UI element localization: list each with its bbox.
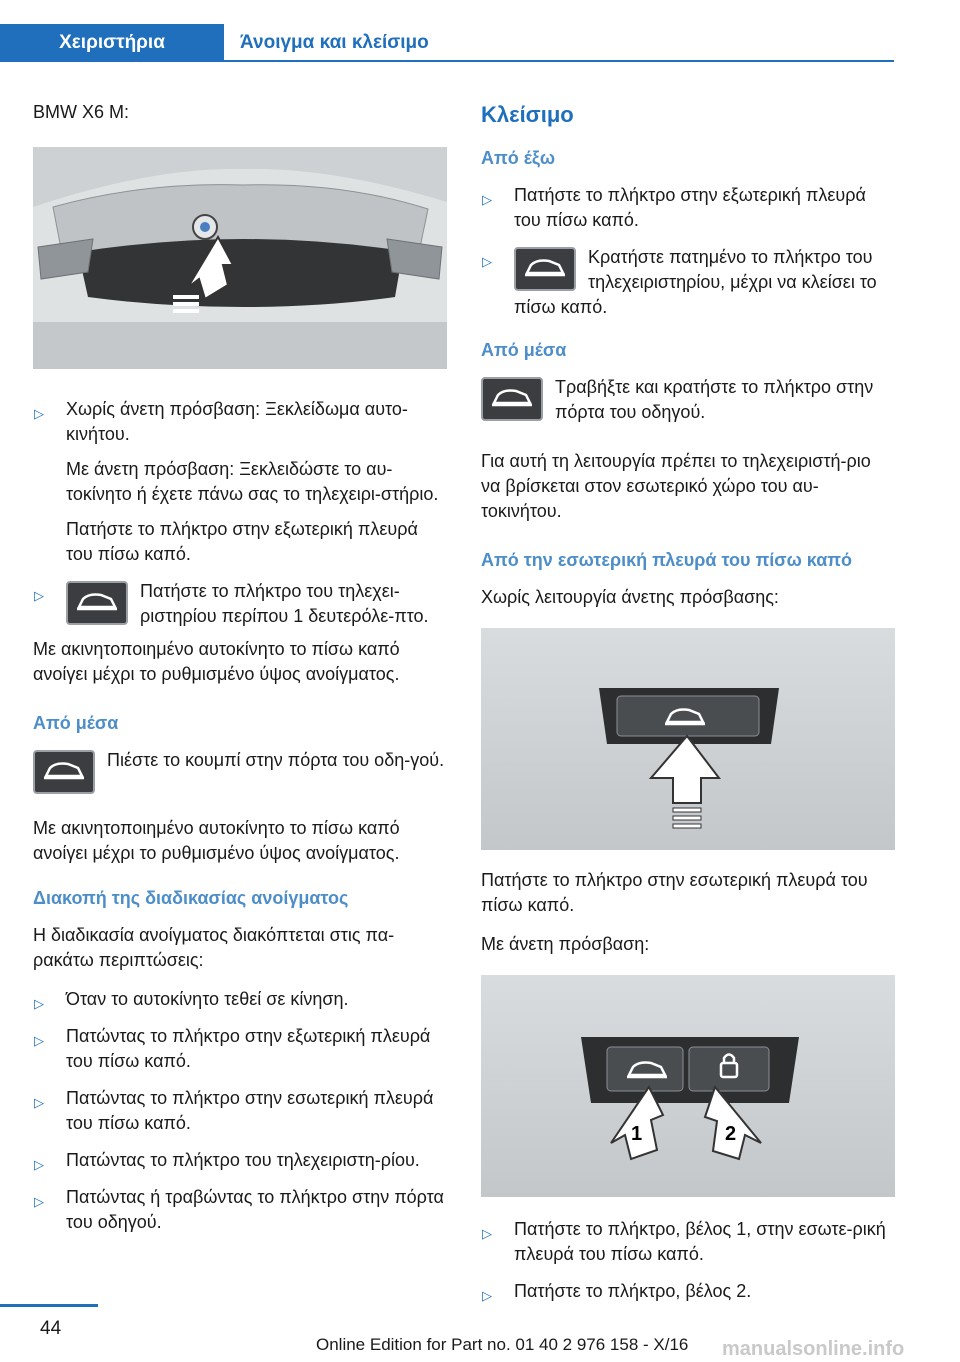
tailgate-figure [33,147,447,369]
list-item: ▷ Πατήστε το πλήκτρο στην εξωτερική πλευρά του πίσω καπό. [482,185,866,230]
right-column [481,100,895,1318]
paragraph: Για αυτή τη λειτουργία πρέπει το τηλεχειριστή‐ριο να βρίσκεται στον εσωτερικό χώρο του αυ‐τοκινήτου. [481,451,871,521]
header-divider [0,60,894,62]
door-tailgate-key-icon [33,750,95,794]
triangle-bullet-icon: ▷ [34,588,44,603]
bullet-text: Χωρίς άνετη πρόσβαση: Ξεκλείδωμα αυτο‐κινήτου. [66,399,408,444]
open-outside-list [33,397,447,629]
paragraph: Πιέστε το κουμπί στην πόρτα του οδη‐γού. [107,750,445,770]
page-number: 44 [40,1318,62,1339]
list-item [481,245,895,320]
interrupt-list [33,987,447,1235]
list-item [33,579,447,629]
triangle-bullet-icon: ▷ [34,1095,44,1110]
list-item: ▷ Πατήστε το πλήκτρο, βέλος 2. [481,1279,895,1304]
triangle-bullet-icon: ▷ [34,1033,44,1048]
list-item [33,397,447,567]
triangle-bullet-icon: ▷ [34,406,44,421]
heading-close: Κλείσιμο [481,102,574,127]
triangle-bullet-icon: ▷ [34,996,44,1011]
page-header [0,0,960,62]
paragraph: Χωρίς λειτουργία άνετης πρόσβασης: [481,587,779,607]
paragraph: Πατήστε το πλήκτρο στην εσωτερική πλευρά του πίσω καπό. [481,870,868,915]
bullet-subtext: Με άνετη πρόσβαση: Ξεκλειδώστε το αυ‐τοκίνητο ή έχετε πάνω σας το τηλεχειρι‐στήριο. [66,459,439,504]
subheading-outside: Από έξω [481,148,556,168]
tailgate-illustration [33,147,447,369]
subheading-inside: Από μέσα [33,713,119,733]
triangle-bullet-icon: ▷ [482,1226,492,1241]
bullet-text: Πατήστε το πλήκτρο του τηλεχει‐ριστηρίου περίπου 1 δευτερόλε‐πτο. [140,581,429,626]
remote-tailgate-key-icon [514,247,576,291]
arrow-label-2: 2 [725,1123,737,1145]
paragraph: Τραβήξτε και κρατήστε το πλήκτρο στην πόρτα του οδηγού. [555,377,874,422]
bullet-subtext: Πατήστε το πλήκτρο στην εξωτερική πλευρά του πίσω καπό. [66,519,418,564]
model-label: BMW X6 M: [33,102,130,122]
list-item: ▷ Πατώντας το πλήκτρο στην εξωτερική πλευρά του πίσω καπό. [34,1026,431,1071]
comfort-buttons-illustration [481,975,895,1197]
inner-button-figure [481,628,895,850]
footer-divider [0,1304,98,1307]
left-column [33,100,447,1249]
triangle-bullet-icon: ▷ [482,254,492,269]
triangle-bullet-icon: ▷ [482,192,492,207]
comfort-list [481,1217,895,1304]
section-tab[interactable]: Χειριστήρια [0,24,224,62]
list-item: ▷ Πατώντας ή τραβώντας το πλήκτρο στην πόρτα του οδηγού. [34,1187,444,1232]
subheading-interrupt: Διακοπή της διαδικασίας ανοίγματος [33,888,349,908]
paragraph: Με ακινητοποιημένο αυτοκίνητο το πίσω καπό ανοίγει μέχρι το ρυθμισμένο ύψος ανοίγματος. [33,818,400,863]
paragraph: Με άνετη πρόσβαση: [481,934,650,954]
triangle-bullet-icon: ▷ [34,1157,44,1172]
watermark: manualsonline.info [722,1338,905,1360]
comfort-buttons-figure [481,975,895,1197]
triangle-bullet-icon: ▷ [34,1194,44,1209]
list-item: ▷ Πατώντας το πλήκτρο στην εσωτερική πλευρά του πίσω καπό. [34,1088,434,1133]
inner-button-illustration [481,628,895,850]
subheading-inside: Από μέσα [481,340,567,360]
subheading-inner-side: Από την εσωτερική πλευρά του πίσω καπό [481,550,853,570]
list-item: ▷ Πατώντας το πλήκτρο του τηλεχειριστη‐ρίου. [33,1148,447,1173]
list-item: ▷ Πατήστε το πλήκτρο, βέλος 1, στην εσωτε‐ρική πλευρά του πίσω καπό. [482,1219,886,1264]
edition-note: Online Edition for Part no. 01 40 2 976 158 - X/16 [316,1335,689,1354]
list-item: ▷ Όταν το αυτοκίνητο τεθεί σε κίνηση. [33,987,447,1012]
bullet-text: Κρατήστε πατημένο το πλήκτρο του τηλεχειριστηρίου, μέχρι να κλείσει το πίσω καπό. [514,247,877,317]
close-outside-list [481,183,895,320]
paragraph: Η διαδικασία ανοίγματος διακόπτεται στις πα‐ρακάτω περιπτώσεις: [33,925,395,970]
triangle-bullet-icon: ▷ [482,1288,492,1303]
paragraph: Με ακινητοποιημένο αυτοκίνητο το πίσω καπό ανοίγει μέχρι το ρυθμισμένο ύψος ανοίγματος. [33,639,400,684]
arrow-label-1: 1 [631,1123,643,1145]
chapter-tab[interactable]: Άνοιγμα και κλείσιμο [240,32,429,53]
remote-tailgate-key-icon [66,581,128,625]
door-tailgate-key-icon [481,377,543,421]
